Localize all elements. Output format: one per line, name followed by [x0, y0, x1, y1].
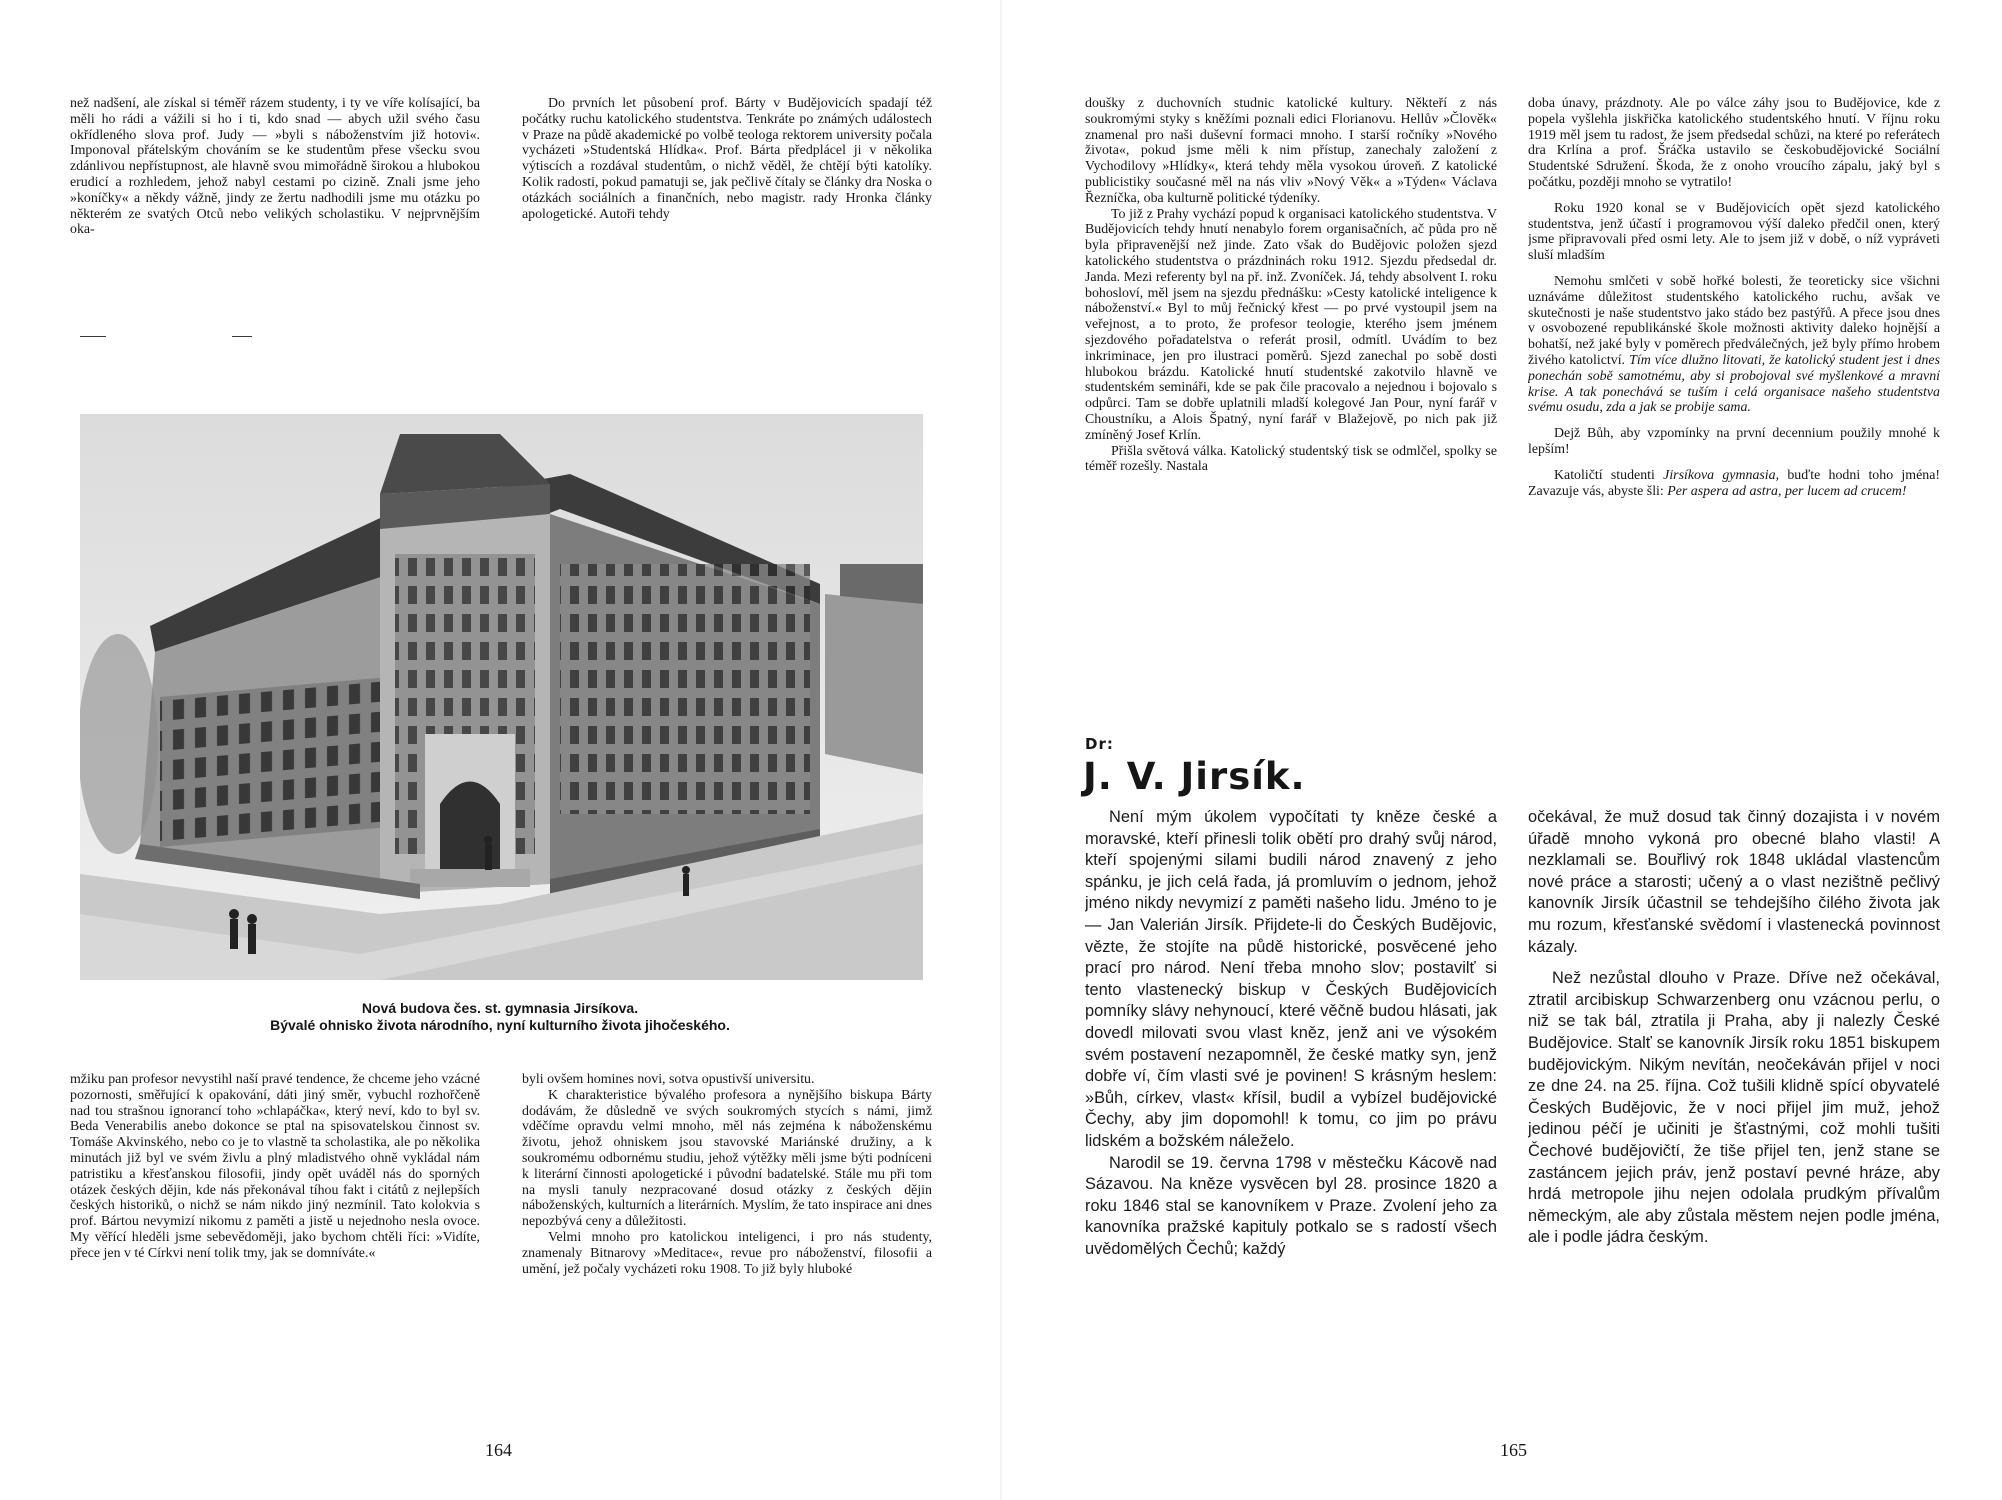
paragraph: očekával, že muž dosud tak činný dozajista i v novém úřadě mnoho vykoná pro obecné blaho vlasti! A nezklamali se. Bouřlivý rok 1848 ukládal vlastencům nové práce a starosti; učený a o vlast nezištně pečlivý kanovník Jirsík účastnil se tehdejšího čilého života jak mu rozum, křesťanské svědomí i vlastenecká povinnost kázaly. [1528, 808, 1940, 956]
paragraph: K charakteristice bývalého profesora a nynějšího biskupa Bárty dodávám, že důsledně ve svých soukromých stycích s námi, jimž vděčíme opravdu velmi mnoho, měl nás zejména k náboženskému životu, jehož ohniskem jsou stavovské Mariánské družiny, a k soukromému odbornému studiu, jehož výtěžky měli jsme býti podníceni k literární činnosti apologetické i původní badatelské. Stále mu při tom na mysli tanuly nezpracované dosud otázky z českých dějin náboženských, kulturních a literárních. Myslím, že tato inspirace ani dnes nepozbývá ceny a důležitosti. [522, 1087, 932, 1230]
article-title: J. V. Jirsík. [1083, 755, 1306, 798]
page-number: 165 [1500, 1440, 1527, 1460]
paragraph: doušky z duchovních studnic katolické kultury. Někteří z nás soukromými styky s kněžími poznali edici Florianovu. Hellův »Člověk« znamenal pro naši duševní formaci mnoho. I starší ročníky »Nového života«, pokud jsme měli k nim přístup, zanechaly založení z Vychodilovy »Hlídky«, která tehdy měla vysokou úroveň. Z katolické publicistiky současné měl na nás vliv »Nový Věk« a »Týden« Václava Řezníčka, oba kulturně politické týdeníky. [1085, 96, 1497, 206]
paragraph: Přišla světová válka. Katolický studentský tisk se odmlčel, spolky se téměř rozešly. Nastala [1085, 443, 1497, 475]
paragraph: mžiku pan profesor nevystihl naší pravé tendence, že chceme jeho vzácné pozornosti, směřující k opakování, dáti jiný směr, vybuchl rozhořčeně nad tou strašnou ignorancí toho »chlapáčka«, který neví, kdo to byl sv. Beda Venerabilis anebo dokonce se ptal na spisovatelskou činnost sv. Tomáše Akvinského, nebo co je to vlastně ta scholastika, ale po několika minutách již byl ve svém živlu a plný mladistvého ohně vykládal nám patristiku a křesťanskou filosofii, jindy opět uváděl nás do sporných otázek českých dějin, kde nás překonával tíhou fakt i citátů z nejlepších českých historiků, o nichž se nám nikdo jiný nezmínil. Tato kolokvia s prof. Bártou nevymizí nikomu z paměti a jistě u nejednoho nesla ovoce. My věřící hleděli jsme sebevědoměji, jako bychom chtěli říci: »Vidíte, přece jen v té Církvi není tolik tmy, jak se domníváte.« [70, 1072, 480, 1261]
text-regular: buďte hodni toho jména! Zavazuje vás, abyste šli: [1528, 467, 1940, 499]
paragraph: než nadšení, ale získal si téměř rázem studenty, i ty ve víře kolísající, ba měli ho rádi a vážili si ho i ti, kdo snad — abych užil svého času okřídleného slova prof. Judy — »byli s náboženstvím již hotovi«. Imponoval přátelským chováním se ke studentům přese všecku svou zdánlivou nepřístupnost, ale hlavně svou mimořádně širokou a hlubokou erudicí a rozhledem, jehož nabyl cestami po cizině. Znali jsme jeho »koníčky« a někdy vážně, jindy ze žertu nadhodili jsme mu otázku po některém ze svatých Otců nebo velikých scholastiku. V nejprvnějším oka- [70, 96, 480, 238]
page-number: 164 [485, 1440, 512, 1460]
paragraph: doba únavy, prázdnoty. Ale po válce záhy jsou to Budějovice, kde z popela vyšlehla jiskřička katolického studentského hnutí. V říjnu roku 1919 měl jsem tu radost, že jsem předsedal schůzi, na které po referátech dra Krlína a prof. Šráčka ustavilo se českobudějovické Sociální Studentské Sdružení. Škoda, že z onoho vroucího zápalu, jaký byl s počátku, později mnoho se vytratilo! [1528, 96, 1940, 190]
text-regular: Katoličtí studenti [1554, 467, 1655, 483]
paragraph: Roku 1920 konal se v Budějovicích opět sjezd katolického studentstva, jenž účastí i programovou výší daleko předčil onen, který jsme připravovali před osmi lety. Ale to jsem již v době, o níž vypráveti sluší mladším [1528, 200, 1940, 264]
paragraph: Narodil se 19. června 1798 v městečku Kácově nad Sázavou. Na kněze vysvěcen byl 28. prosince 1820 a roku 1846 stal se kanovníkem v Praze. Zvolení jeho za kanovníka pražské kapituly potkalo se s radostí všech uvědomělých Čechů; každý [1085, 1153, 1497, 1258]
caption-line: Nová budova čes. st. gymnasia Jirsíkova. [361, 1000, 639, 1016]
right-col2-top [1528, 96, 1940, 696]
paragraph: byli ovšem homines novi, sotva opustivší universitu. [522, 1072, 815, 1087]
paragraph [1528, 274, 1940, 416]
article-prefix: Dr: [1085, 735, 1114, 753]
paragraph: Než nezůstal dlouho v Praze. Dříve než očekával, ztratil arcibiskup Schwarzenberg onu vzácnou perlu, o niž se tak bál, ztratila ji Praha, aby ji nalezly České Budějovice. Stalť se kanovník Jirsík roku 1851 biskupem budějovickým. Nikým nevítán, neočekáván přijel v noci ze dne 24. na 25. října. Což tušili klidně spící obyvatelé Českých Budějovic, že v noci přijel jim muž, jehož jedinou péčí je učiniti je šťastnými, což mohli tušiti Čechové budějovičtí, že tiše přijel ten, jenž stane se zastáncem jejich práv, jenž postaví pevné hráze, aby hrdá metropole jihu nejen odolala prudkým přívalům německým, ale aby zůstala městem nejen podle jména, ale i podle jádra českým. [1528, 969, 1940, 1247]
article-col1 [1085, 807, 1497, 1412]
caption-line: Bývalé ohnisko života národního, nyní kulturního života jihočeského. [270, 1017, 730, 1033]
right-col1-top [1085, 96, 1497, 696]
text-italic: Jirsíkova gymnasia, [1663, 467, 1780, 483]
paragraph: To již z Prahy vychází popud k organisaci katolického studentstva. V Budějovicích tehdy hnutí nenabylo forem organisačních, ač půda pro ně byla připravenější než jinde. Zato však do Budějovic položen sjezd katolického studentstva o prázdninách roku 1912. Sjezdu předsedal dr. Janda. Mezi referenty byl na př. inž. Zvoníček. Já, tehdy absolvent I. roku bohosloví, měl jsem na sjezdu přednášku: »Cesty katolické inteligence k náboženství.« Byl to můj řečnický křest — po prvé vystoupil jsem na veřejnost, a to proto, že profesor teologie, kterého jsem jménem sjezdového pořadatelstva o referát prosil, odmítl. Uvádím to bez inkriminace, jen pro ilustraci poměrů. Sjezd zanechal po sobě dosti hlubokou brázdu. Katolické hnutí studentské zakotvilo hlavně ve studentském semináři, kde se pak čile pracovalo a nejednou i bojovalo s odpůrci. Tam se dobře uplatnili mladší kolegové Jan Pour, nyní farář v Choustníku, a Alois Špatný, nyní farář v Blažejově, po nich pak již zmíněný Josef Krlín. [1085, 206, 1497, 443]
text-regular: Nemohu smlčeti v sobě hořké bolesti, že teoreticky sice všichni uznáváme důležitost studentského katolického ruchu, avšak ve skutečnosti je naše studentstvo jako stádo bez pastýřů. A přece jsou dnes v osvobozené republikánské škole možnosti aktivity daleko hojnější a bohatší, než jaké byly v poměrech předválečných, jež byly přímo hrobem živého katolictví. [1528, 273, 1940, 368]
paragraph: Velmi mnoho pro katolickou inteligenci, i pro nás studenty, znamenaly Bitnarovy »Meditace«, revue pro náboženství, filosofii a umění, jež počaly vycházeti roku 1908. To již byly hluboké [522, 1229, 932, 1277]
article-col2 [1528, 807, 1940, 1412]
paragraph [1528, 468, 1940, 500]
paragraph: Není mým úkolem vypočítati ty kněze české a moravské, kteří přinesli tolik obětí pro drahý svůj národ, kteří spojenými silami budili národ znavený z jeho spánku, je jich celá řada, já promluvím o jednom, jehož jméno nikdy nevymizí z paměti našeho lidu. Jméno to je — Jan Valerián Jirsík. Přijdete-li do Českých Budějovic, vězte, že stojíte na půdě historické, posvěcené jeho prací pro národ. Není třeba mnoho slov; postavilť si tento vlastenecký biskup v Českých Budějovicích pomníky slávy nehynoucí, které věčně budou hlásati, jak dovedl milovati svou vlast kněz, jenž ani ve výsokém svém postavení nezapomněl, že české matky syn, jenž dobře ví, čím vlasti své je povinen! S krásným heslem: »Bůh, církev, vlast« křísil, budil a vybízel budějovické Čechy, aby jim dopomohl! k tomu, co jim po právu lidském a božském náleželo. [1085, 808, 1497, 1150]
text-italic: Per aspera ad astra, per lucem ad crucem! [1667, 483, 1907, 499]
paragraph: Do prvních let působení prof. Bárty v Budějovicích spadají též počátky ruchu katolického studentstva. Tenkráte po známých událostech v Praze na půdě akademické po volbě teologa rektorem university počala vycházeti »Studentská Hlídka«. Prof. Bárta předplácel ji v několika výtiscích a rozdával studentům, o nichž věděl, že chtějí býti katolíky. Kolik radosti, pokud pamatuji se, jak pečlivě čítaly se články dra Noska o otázkách sociálních a finančních, nebo magistr. rady Hronka články apologetické. Autoři tehdy [522, 96, 932, 222]
text-italic: Tím více dlužno litovati, že katolický student jest i dnes ponechán sobě samotnému, aby si probojoval své myšlenkové a mravní krise. A tak ponechává se tuším i celá organisace našeho studentstva svému osudu, zda a jak se probije sama. [1528, 352, 1940, 416]
paragraph: Dejž Bůh, aby vzpomínky na první decennium použily mnohé k lepším! [1528, 426, 1940, 457]
